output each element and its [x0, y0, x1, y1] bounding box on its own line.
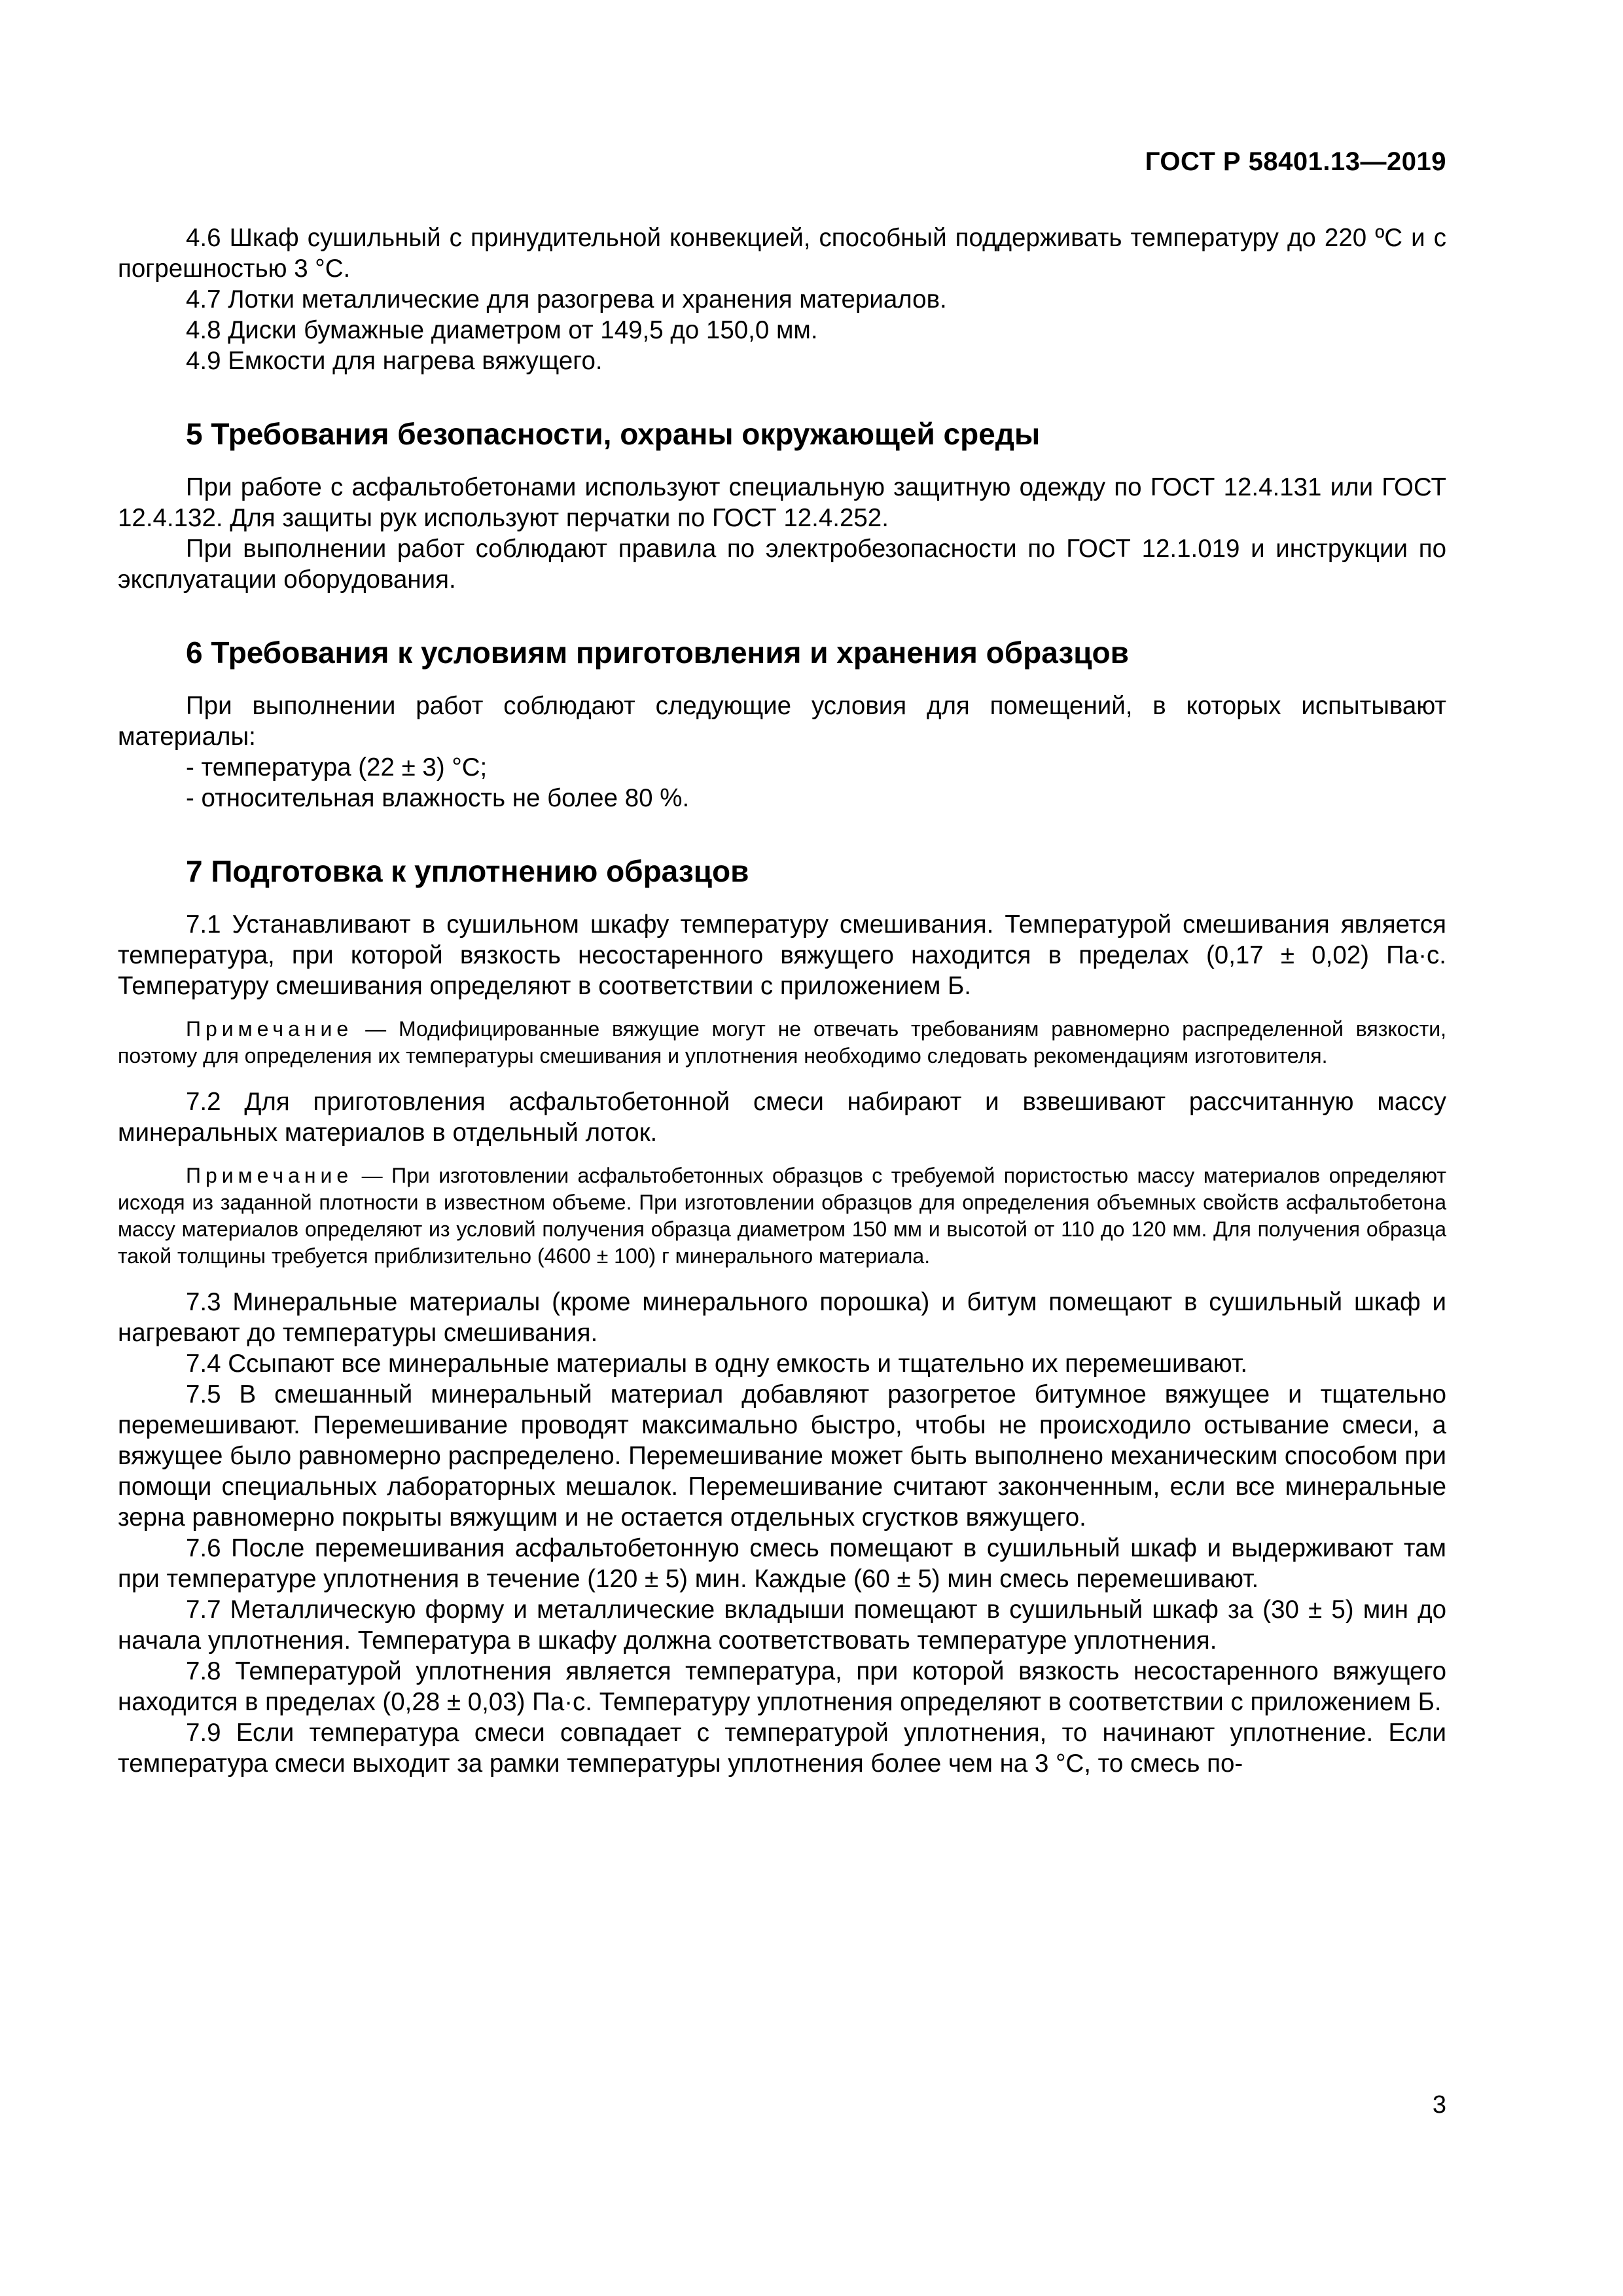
item-7-8: 7.8 Температурой уплотнения является температура, при которой вязкость несостаренного вяжущего находится в пределах (0,28 ± 0,03) Па·с. Температуру уплотнения определяют в соответствии с приложением Б. [118, 1657, 1446, 1716]
note-2-label: Примечание [186, 1164, 353, 1187]
item-7-7: 7.7 Металлическую форму и металлические вкладыши помещают в сушильный шкаф за (30 ± 5) мин до начала уплотнения. Температура в шкафу должна соответствовать температуре уплотнения. [118, 1596, 1446, 1655]
item-4-8: 4.8 Диски бумажные диаметром от 149,5 до 150,0 мм. [186, 316, 818, 344]
page-content [118, 223, 1446, 1779]
item-4-7: 4.7 Лотки металлические для разогрева и хранения материалов. [186, 285, 947, 314]
note-1-label: Примечание [186, 1017, 353, 1041]
section-5-paragraph-1: При работе с асфальтобетонами используют специальную защитную одежду по ГОСТ 12.4.131 или ГОСТ 12.4.132. Для защиты рук используют перчатки по ГОСТ 12.4.252. [118, 473, 1446, 532]
section-6-bullet-humidity: - относительная влажность не более 80 %. [186, 784, 690, 812]
item-7-3: 7.3 Минеральные материалы (кроме минерального порошка) и битум помещают в сушильный шкаф и нагревают до температуры смешивания. [118, 1288, 1446, 1347]
item-7-2: 7.2 Для приготовления асфальтобетонной смеси набирают и взвешивают рассчитанную массу минеральных материалов в отдельный лоток. [118, 1088, 1446, 1147]
item-7-4: 7.4 Ссыпают все минеральные материалы в одну емкость и тщательно их перемешивают. [186, 1350, 1248, 1378]
section-5-heading: 5 Требования безопасности, охраны окружающей среды [186, 417, 1041, 451]
item-4-6: 4.6 Шкаф сушильный с принудительной конвекцией, способный поддерживать температуру до 220 ºС и с погрешностью 3 °С. [118, 224, 1446, 283]
section-6-heading: 6 Требования к условиям приготовления и хранения образцов [186, 636, 1129, 670]
section-6-paragraph-1: При выполнении работ соблюдают следующие условия для помещений, в которых испытывают материалы: [118, 692, 1446, 751]
item-7-6: 7.6 После перемешивания асфальтобетонную смесь помещают в сушильный шкаф и выдерживают там при температуре уплотнения в течение (120 ± 5) мин. Каждые (60 ± 5) мин смесь перемешивают. [118, 1534, 1446, 1593]
note-1-text: — Модифицированные вяжущие могут не отвечать требованиям равномерно распределенной вязкости, поэтому для определения их температуры смешивания и уплотнения необходимо следовать рекомендациям изготовителя. [118, 1017, 1446, 1067]
item-7-1: 7.1 Устанавливают в сушильном шкафу температуру смешивания. Температурой смешивания является температура, при которой вязкость несостаренного вяжущего находится в пределах (0,17 ± 0,02) Па·с. Температуру смешивания определяют в соответствии с приложением Б. [118, 910, 1446, 1000]
section-5-paragraph-2: При выполнении работ соблюдают правила по электробезопасности по ГОСТ 12.1.019 и инструкции по эксплуатации оборудования. [118, 535, 1446, 594]
page-number: 3 [1432, 2091, 1446, 2119]
document-code: ГОСТ Р 58401.13—2019 [1145, 147, 1446, 176]
section-6-bullet-temperature: - температура (22 ± 3) °С; [186, 753, 488, 781]
item-4-9: 4.9 Емкости для нагрева вяжущего. [186, 347, 603, 375]
section-7-heading: 7 Подготовка к уплотнению образцов [186, 854, 749, 888]
note-2 [118, 1162, 1446, 1270]
note-1 [118, 1016, 1446, 1069]
item-7-5: 7.5 В смешанный минеральный материал добавляют разогретое битумное вяжущее и тщательно перемешивают. Перемешивание проводят максимально быстро, чтобы не происходило остывание смеси, а вяжущее было равномерно распределено. Перемешивание может быть выполнено механическим способом при помощи специальных лабораторных мешалок. Перемешивание считают законченным, если все минеральные зерна равномерно покрыты вяжущим и не остается отдельных сгустков вяжущего. [118, 1380, 1446, 1532]
note-2-text: — При изготовлении асфальтобетонных образцов с требуемой пористостью массу материалов определяют исходя из заданной плотности в известном объеме. При изготовлении образцов для определения объемных свойств асфальтобетона массу материалов определяют из условий получения образца диаметром 150 мм и высотой от 110 до 120 мм. Для получения образца такой толщины требуется приблизительно (4600 ± 100) г минерального материала. [118, 1164, 1446, 1268]
item-7-9: 7.9 Если температура смеси совпадает с температурой уплотнения, то начинают уплотнение. Если температура смеси выходит за рамки температуры уплотнения более чем на 3 °С, то смесь по- [118, 1719, 1446, 1778]
document-page [118, 0, 1446, 2296]
